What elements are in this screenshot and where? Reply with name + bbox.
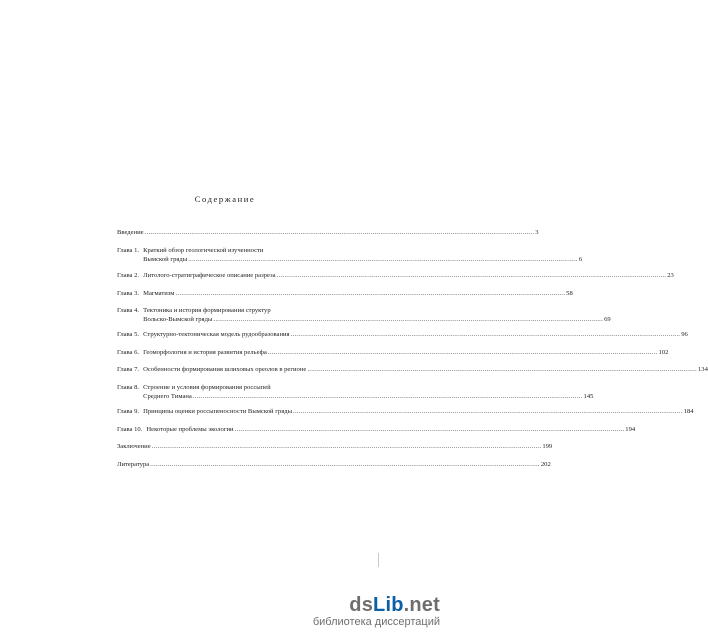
dot-leader: ........................................................................................................................................................................................................ (307, 366, 697, 373)
toc-chapter-number: Глава 6. (117, 349, 140, 356)
toc-chapter-number: Глава 2. (117, 272, 140, 279)
dot-leader: ........................................................................................................................................................................................................ (188, 255, 578, 263)
toc-entry-title: Структурно-тектоническая модель рудообразования (143, 331, 290, 338)
toc-entry (117, 229, 539, 238)
dslib-subtitle: библиотека диссертаций (312, 616, 440, 628)
dot-leader: ........................................................................................................................................................................................................ (144, 229, 535, 236)
toc-entry-title: Магматизм (143, 290, 175, 297)
toc-entry-title: Заключение (117, 443, 151, 450)
toc-entry-title: Принципы оценки россыпеносности Вымской гряды (143, 408, 293, 415)
toc-chapter-number: Глава 3. (117, 290, 140, 297)
dot-leader: ........................................................................................................................................................................................................ (192, 392, 583, 400)
toc-page-number: 194 (625, 426, 636, 433)
toc-entry (117, 426, 636, 435)
dot-leader: ........................................................................................................................................................................................................ (175, 290, 566, 297)
toc-entry-title: Краткий обзор геологической изученности (143, 247, 264, 254)
toc-entry-title: Вымской гряды (143, 255, 188, 263)
toc-entry (117, 461, 551, 470)
scan-margin-mark (378, 553, 379, 567)
dot-leader: ........................................................................................................................................................................................................ (234, 426, 625, 433)
toc-chapter-number: Глава 10. (117, 426, 143, 433)
toc-entry (117, 290, 573, 299)
toc-entry-title: Литолого-стратиграфическое описание разреза (143, 272, 276, 279)
toc-page-number: 58 (566, 290, 573, 297)
toc-page-number: 102 (658, 349, 669, 356)
toc-entry (117, 247, 583, 264)
toc-entry (117, 408, 694, 417)
toc-entry-title: Геоморфология и история развития рельефа (143, 349, 267, 356)
dot-leader: ........................................................................................................................................................................................................ (267, 349, 658, 356)
toc-entry-title: Строение и условия формирования россыпей (143, 384, 271, 391)
toc-chapter-number: Глава 4. (117, 307, 140, 314)
toc-entry-title: Среднего Тимана (143, 392, 192, 400)
toc-entry (117, 272, 674, 281)
dot-leader: ........................................................................................................................................................................................................ (213, 315, 604, 323)
toc-entry (117, 307, 611, 324)
toc-page-number: 23 (667, 272, 674, 279)
toc-page-number: 96 (681, 331, 688, 338)
toc-heading: Содержание (194, 194, 256, 204)
toc-entry (117, 366, 708, 375)
toc-page-number: 6 (578, 255, 583, 263)
dslib-watermark (313, 595, 440, 628)
toc-entry (117, 331, 688, 340)
toc-page-number: 202 (540, 461, 551, 468)
toc-entry-title: Тектоника и история формирования структур (143, 307, 271, 314)
toc-entry-title: Введение (117, 229, 144, 236)
toc-page-number: 134 (698, 366, 708, 373)
toc-entry-title: Литература (117, 461, 150, 468)
toc-entry-title: Некоторые проблемы экологии (146, 426, 234, 433)
toc-chapter-number: Глава 1. (117, 247, 140, 254)
toc-chapter-number: Глава 7. (117, 366, 140, 373)
toc-chapter-number: Глава 9. (117, 408, 140, 415)
toc-entry-title: Вольско-Вымской гряды (143, 315, 213, 323)
toc-page-number: 145 (583, 392, 594, 400)
dot-leader: ........................................................................................................................................................................................................ (151, 443, 542, 450)
toc-chapter-number: Глава 5. (117, 331, 140, 338)
toc-entry-title: Особенности формирования шлиховых ореолов в регионе (143, 366, 307, 373)
toc-entry (117, 384, 594, 401)
toc-chapter-number: Глава 8. (117, 384, 140, 391)
dslib-logo: dsLib.net (349, 594, 440, 616)
dot-leader: ........................................................................................................................................................................................................ (290, 331, 681, 338)
toc-page-number: 184 (683, 408, 694, 415)
toc-page-number: 69 (604, 315, 611, 323)
dot-leader: ........................................................................................................................................................................................................ (150, 461, 540, 468)
toc-page-number: 199 (542, 443, 553, 450)
toc-entry (117, 349, 669, 358)
dot-leader: ........................................................................................................................................................................................................ (293, 408, 683, 415)
toc-page-number: 3 (535, 229, 539, 236)
dot-leader: ........................................................................................................................................................................................................ (276, 272, 667, 279)
toc-entry (117, 443, 553, 452)
